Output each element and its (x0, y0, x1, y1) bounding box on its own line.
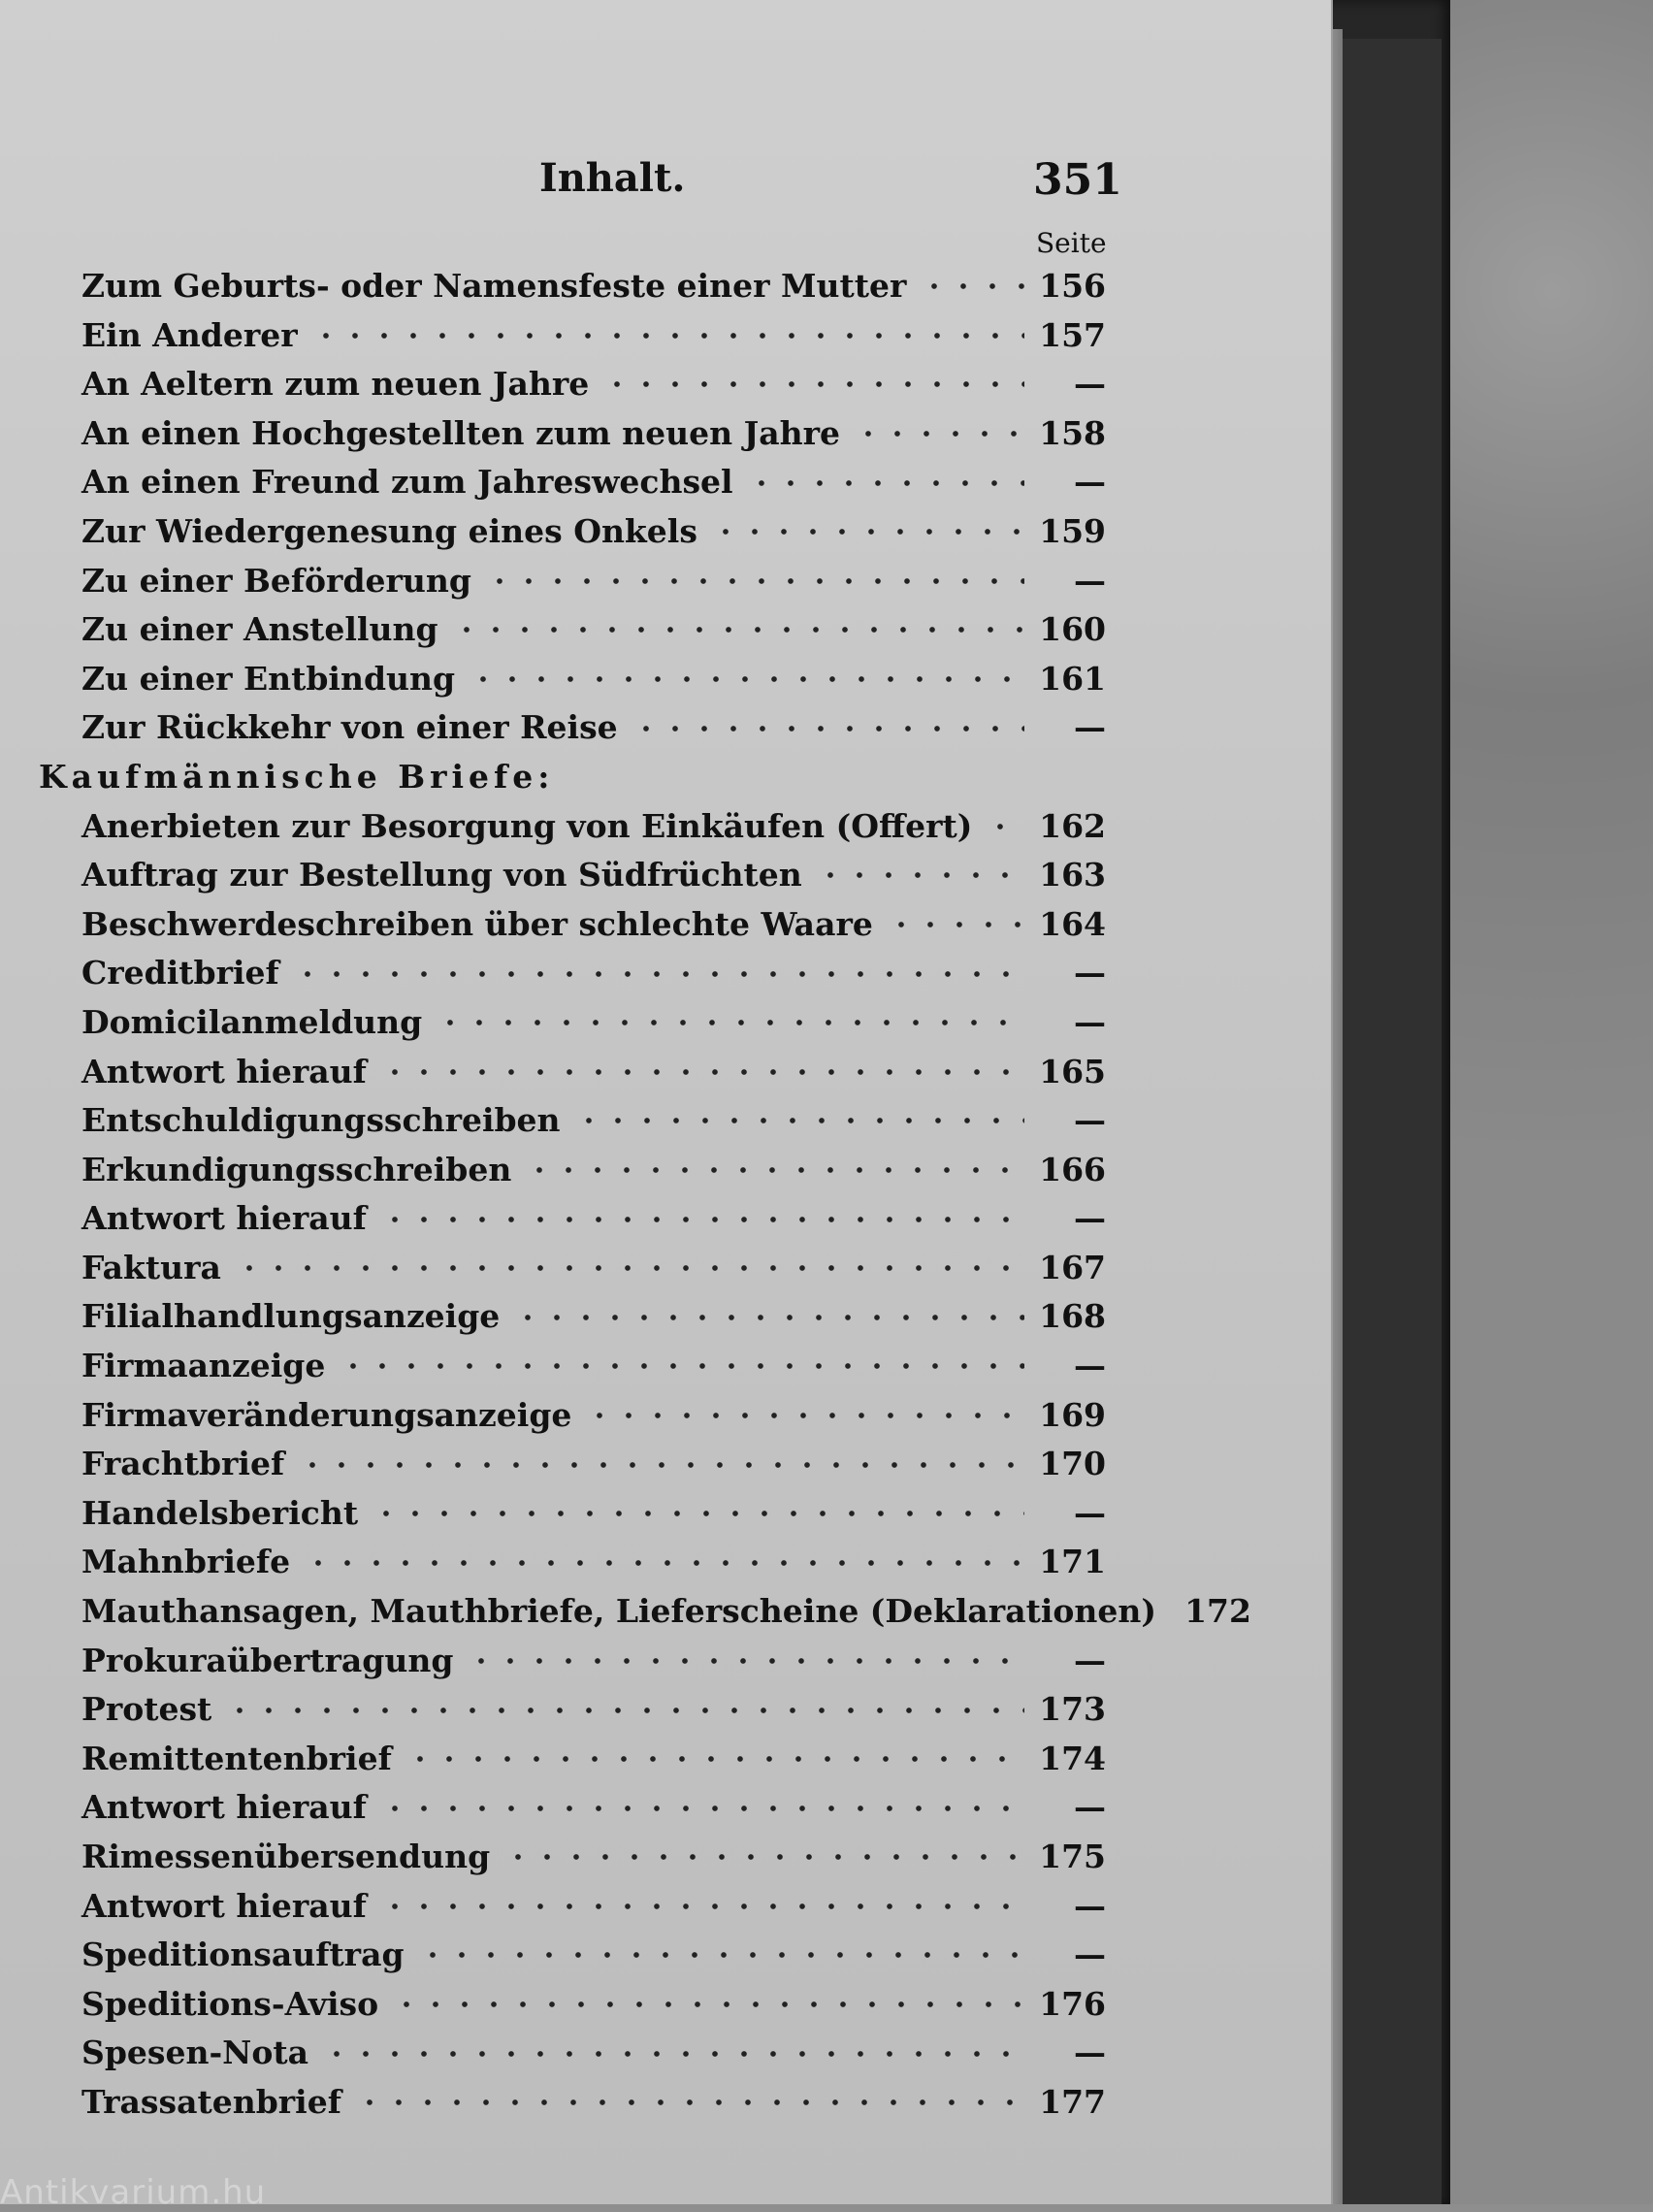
toc-entry (39, 851, 1106, 900)
toc-entry (39, 900, 1106, 950)
toc-entry (39, 458, 1106, 507)
toc-entry-title: An einen Freund zum Jahreswechsel (81, 463, 733, 502)
toc-entry (39, 1194, 1106, 1244)
toc-entry-page: 172 (1184, 1592, 1251, 1631)
toc-entry-page: — (1074, 1936, 1106, 1974)
toc-entry (39, 2078, 1106, 2128)
toc-entry-page: 161 (1039, 659, 1106, 698)
toc-entry-title: Rimessenübersendung (81, 1838, 491, 1875)
toc-entry-page: — (1074, 1347, 1106, 1385)
dot-leader (602, 380, 1024, 388)
page-header (0, 155, 1331, 213)
toc-entry (39, 1833, 1106, 1882)
book-cover-edge (1331, 39, 1442, 2204)
toc-entry-page: — (1074, 1493, 1106, 1532)
toc-entry (39, 1048, 1106, 1097)
toc-entry (39, 1244, 1106, 1293)
toc-entry-page: 166 (1039, 1150, 1106, 1188)
dot-leader (816, 871, 1024, 879)
dot-leader (467, 1657, 1024, 1665)
dot-leader (986, 823, 1024, 830)
table-of-contents (39, 262, 1251, 2128)
toc-entry-title: Faktura (81, 1248, 221, 1286)
page-title: Inhalt. (539, 155, 686, 201)
toc-entry-page: 169 (1039, 1395, 1106, 1434)
toc-entry (39, 409, 1106, 459)
toc-entry-page: 163 (1039, 856, 1106, 895)
toc-entry (39, 2029, 1106, 2078)
toc-entry-page: 171 (1039, 1543, 1106, 1581)
toc-entry-page: — (1074, 463, 1106, 502)
dot-leader (235, 1264, 1024, 1272)
section-heading: Kaufmännische Briefe: (39, 757, 555, 796)
toc-entry (39, 802, 1106, 852)
toc-entry-title: Auftrag zur Bestellung von Südfrüchten (81, 856, 802, 895)
toc-entry (39, 1489, 1106, 1539)
dot-leader (887, 921, 1024, 928)
dot-leader (380, 1068, 1024, 1076)
toc-entry-title: Handelsbericht (81, 1493, 359, 1532)
toc-entry-page: — (1074, 954, 1106, 992)
toc-entry-title: An Aeltern zum neuen Jahre (81, 365, 590, 404)
dot-leader (392, 2001, 1024, 2008)
toc-entry (39, 1391, 1106, 1441)
toc-entry-page: 177 (1039, 2082, 1106, 2121)
dot-leader (372, 1510, 1024, 1517)
toc-entry (39, 1783, 1106, 1833)
dot-leader (452, 626, 1024, 634)
toc-entry (39, 360, 1106, 409)
dot-leader (854, 430, 1024, 438)
toc-entry (39, 655, 1106, 704)
dot-leader (322, 2050, 1024, 2058)
toc-entry-page: 160 (1039, 610, 1106, 649)
toc-entry-page: — (1074, 561, 1106, 600)
toc-entry-title: Antwort hierauf (81, 1886, 367, 1925)
toc-entry (39, 1096, 1106, 1146)
toc-entry-page: 170 (1039, 1445, 1106, 1483)
toc-entry-title: Prokuraübertragung (81, 1641, 454, 1679)
toc-entry-title: Creditbrief (81, 954, 279, 992)
toc-entry-title: Frachtbrief (81, 1445, 285, 1483)
toc-entry-page: 174 (1039, 1739, 1106, 1777)
toc-entry-page: 156 (1039, 267, 1106, 305)
toc-entry-title: Domicilanmeldung (81, 1002, 423, 1041)
toc-entry-title: Zu einer Beförderung (81, 561, 471, 600)
watermark: Antikvarium.hu (0, 2173, 267, 2212)
toc-entry-page: — (1074, 1788, 1106, 1827)
toc-entry-title: Zur Rückkehr von einer Reise (81, 708, 618, 747)
toc-entry-page: 173 (1039, 1690, 1106, 1729)
toc-entry-page: 168 (1039, 1297, 1106, 1336)
dot-leader (225, 1707, 1024, 1714)
toc-entry-page: 157 (1039, 315, 1106, 354)
toc-list-after (39, 802, 1251, 2128)
toc-entry-title: Spesen-Nota (81, 2033, 308, 2072)
toc-entry-title: Zur Wiedergenesung eines Onkels (81, 511, 697, 550)
toc-entry-title: Erkundigungsschreiben (81, 1150, 512, 1188)
toc-entry (39, 1882, 1106, 1932)
toc-entry (39, 311, 1106, 361)
toc-entry (39, 507, 1106, 557)
toc-entry (39, 1931, 1106, 1980)
dot-leader (585, 1412, 1024, 1419)
toc-entry-page: — (1074, 1199, 1106, 1238)
toc-entry (39, 998, 1106, 1048)
dot-leader (485, 577, 1024, 585)
dot-leader (920, 282, 1024, 290)
toc-entry (39, 949, 1106, 998)
toc-entry-page: — (1074, 1002, 1106, 1041)
toc-entry-title: Speditions-Aviso (81, 1984, 379, 2023)
dot-leader (469, 675, 1024, 683)
toc-entry (39, 262, 1106, 311)
dot-leader (311, 332, 1024, 340)
toc-entry-title: Beschwerdeschreiben über schlechte Waare (81, 904, 873, 943)
toc-entry (39, 1685, 1106, 1735)
dot-leader (418, 1951, 1024, 1959)
dot-leader (339, 1362, 1024, 1370)
dot-leader (380, 1216, 1024, 1223)
toc-entry-title: Antwort hierauf (81, 1052, 367, 1090)
toc-entry (39, 1980, 1106, 2030)
toc-entry-page: — (1074, 1101, 1106, 1140)
toc-entry-title: Remittentenbrief (81, 1739, 392, 1777)
toc-entry-title: An einen Hochgestellten zum neuen Jahre (81, 413, 841, 452)
toc-entry-title: Anerbieten zur Besorgung von Einkäufen (Offert) (81, 806, 973, 845)
toc-entry (39, 605, 1106, 655)
toc-entry (39, 1538, 1106, 1587)
toc-entry (39, 1146, 1106, 1195)
toc-entry-title: Ein Anderer (81, 315, 298, 354)
toc-entry-title: Mauthansagen, Mauthbriefe, Lieferscheine (Deklarationen) (81, 1592, 1156, 1631)
dot-leader (513, 1314, 1024, 1321)
toc-entry-title: Zu einer Entbindung (81, 659, 456, 698)
toc-entry (39, 1440, 1106, 1489)
dot-leader (380, 1903, 1024, 1910)
toc-entry-title: Filialhandlungsanzeige (81, 1297, 501, 1336)
toc-entry-page: — (1074, 365, 1106, 404)
toc-entry (39, 1292, 1106, 1342)
toc-entry-title: Protest (81, 1690, 212, 1729)
dot-leader (632, 725, 1024, 732)
dot-leader (405, 1755, 1024, 1763)
toc-entry (39, 1735, 1106, 1784)
dot-leader (355, 2098, 1024, 2106)
toc-entry (39, 1587, 1251, 1637)
dot-leader (747, 479, 1024, 487)
toc-entry (39, 1637, 1106, 1686)
dot-leader (503, 1853, 1024, 1861)
toc-entry-page: — (1074, 1886, 1106, 1925)
toc-entry-page: 165 (1039, 1052, 1106, 1090)
toc-entry-title: Mahnbriefe (81, 1543, 291, 1581)
page-number: 351 (1033, 155, 1122, 205)
dot-leader (380, 1805, 1024, 1812)
toc-entry-page: 167 (1039, 1248, 1106, 1286)
toc-entry-title: Firmaveränderungsanzeige (81, 1395, 572, 1434)
toc-entry-title: Trassatenbrief (81, 2082, 341, 2121)
toc-entry-title: Antwort hierauf (81, 1788, 367, 1827)
dot-leader (574, 1117, 1024, 1124)
toc-entry-page: 158 (1039, 413, 1106, 452)
toc-entry-page: 162 (1039, 806, 1106, 845)
toc-entry-title: Zum Geburts- oder Namensfeste einer Mutter (81, 267, 907, 305)
toc-entry-title: Firmaanzeige (81, 1347, 326, 1385)
toc-entry-page: — (1074, 2033, 1106, 2072)
toc-entry-title: Entschuldigungsschreiben (81, 1101, 561, 1140)
dot-leader (298, 1461, 1024, 1469)
toc-entry (39, 1342, 1106, 1391)
toc-entry-page: 176 (1039, 1984, 1106, 2023)
toc-entry-page: — (1074, 708, 1106, 747)
dot-leader (711, 528, 1024, 536)
toc-entry-title: Speditionsauftrag (81, 1936, 405, 1974)
dot-leader (304, 1559, 1024, 1567)
dot-leader (525, 1166, 1024, 1174)
toc-entry-page: — (1074, 1641, 1106, 1679)
toc-entry-page: 175 (1039, 1838, 1106, 1875)
dot-leader (293, 970, 1024, 978)
toc-entry (39, 703, 1106, 753)
toc-entry-title: Antwort hierauf (81, 1199, 367, 1238)
page-column-label: Seite (1036, 227, 1107, 259)
toc-list-before (39, 262, 1106, 753)
toc-entry-page: 164 (1039, 904, 1106, 943)
toc-entry (39, 557, 1106, 606)
toc-entry-page: 159 (1039, 511, 1106, 550)
dot-leader (436, 1019, 1024, 1026)
toc-entry-title: Zu einer Anstellung (81, 610, 438, 649)
